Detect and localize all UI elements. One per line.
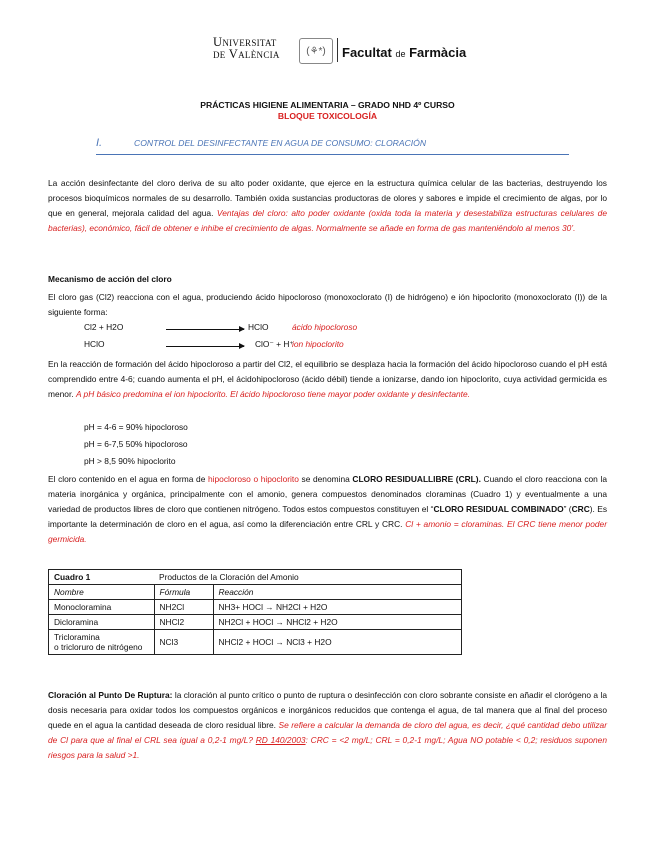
table-cell-line: Tricloramina — [54, 632, 100, 642]
table-cell: NH2Cl — [154, 600, 213, 615]
residual-text-a: El cloro contenido en el agua en forma de — [48, 474, 208, 484]
reaction1-right: HClO — [248, 322, 269, 332]
breakpoint-heading: Cloración al Punto De Ruptura: — [48, 690, 173, 700]
table-label: Cuadro 1 — [54, 572, 91, 582]
table-cell: NH2Cl + HOCl → NHCl2 + H2O — [213, 615, 462, 630]
breakpoint-note: Se refiere a calcular la demanda de cloro del agua, es decir, ¿qué cantidad debo utilizar de Cl para que al final el CRL sea igual a 0,2-1 mg/L? — [48, 720, 607, 745]
crc-term: CLORO RESIDUAL COMBINADO — [433, 504, 564, 514]
equilibrium-note: A pH básico predomina el ion hipoclorito. El ácido hipocloroso tiene mayor poder oxidante y desinfectante. — [75, 389, 470, 399]
reaction2-left: HClO — [84, 339, 105, 349]
residual-text-d: ” ( — [563, 504, 572, 514]
faculty-name — [342, 45, 466, 60]
chloramine-table — [48, 569, 462, 655]
table-header: Nombre — [49, 585, 155, 600]
reaction1-note: ácido hipocloroso — [292, 322, 358, 332]
residual-text-e: ). Es importante la determinación de cloro en el agua, así como la diferenciación entre CRL y CRC. — [48, 504, 608, 529]
mechanism-heading: Mecanismo de acción del cloro — [48, 274, 172, 284]
table-row — [49, 630, 462, 655]
course-title: PRÁCTICAS HIGIENE ALIMENTARIA – GRADO NHD 4º CURSO — [200, 100, 455, 110]
table-caption-row — [49, 570, 462, 585]
faculty-name-de: de — [395, 49, 406, 59]
table-cell — [49, 630, 155, 655]
table-caption: Productos de la Cloración del Amonio — [159, 572, 299, 582]
table-cell-line: o tricloruro de nitrógeno — [54, 642, 143, 652]
breakpoint-text: la cloración al punto crítico o punto de ruptura o desinfección con cloro sobrante consiste en añadir el clorógeno a la dosis necesaria para oxidar todos los compuestos orgánicos e inorgánicos reducidos que contenga el agua, de tal manera que al final del proceso quede en el agua la cantidad deseada de cloro residual libre. — [48, 690, 607, 730]
reaction2-arrow-icon — [166, 346, 244, 347]
table-cell: NCl3 — [154, 630, 213, 655]
equilibrium-paragraph — [48, 357, 607, 402]
residual-paragraph — [48, 472, 607, 547]
table-cell: NHCl2 + HOCl → NCl3 + H2O — [213, 630, 462, 655]
reaction2-right: ClO⁻ + H⁺ — [255, 339, 294, 349]
crc-abbrev: CRC — [571, 504, 590, 514]
ph-line-2: pH = 6-7,5 50% hipocloroso — [84, 439, 188, 449]
table-row — [49, 615, 462, 630]
table-header: Reacción — [213, 585, 462, 600]
intro-text: La acción desinfectante del cloro deriva de su alto poder oxidante, que ejerce en la estructura química celular de las bacterias, destruyendo los procesos bioquímicos normales de su desarrollo. También oxida sustancias productoras de olores y sabores e impide el crecimiento de algas, por lo que en general, mejorala calidad del agua. — [48, 178, 607, 218]
table-cell: NHCl2 — [154, 615, 213, 630]
university-seal-icon: (⚘*) — [299, 38, 333, 64]
table-header: Fórmula — [154, 585, 213, 600]
faculty-name-a: Facultat — [342, 45, 392, 60]
breakpoint-limits: : CRC = <2 mg/L; CRL = 0,2-1 mg/L; Agua NO potable < 0,2; residuos suponen riesgos para la salud >1. — [48, 735, 607, 760]
university-name-line2: de València — [213, 47, 280, 61]
section-number: I. — [96, 137, 103, 149]
reaction2-note: ion hipoclorito — [292, 339, 344, 349]
residual-text-c: Cuando el cloro reacciona con la materia inorgánica y orgánica, principalmente con el amonio, genera compuestos denominados cloraminas (Cuadro 1) y eventualmente a una variedad de productos libres de cloro que contienen nitrógeno. Todos estos compuestos constituyen el “ — [48, 474, 607, 514]
crl-term: CLORO RESIDUALLIBRE (CRL). — [352, 474, 481, 484]
regulation-reference: RD 140/2003 — [255, 735, 306, 745]
reaction1-arrow-icon — [166, 329, 244, 330]
residual-note: Cl + amonio = cloraminas. El CRC tiene menor poder germicida. — [48, 519, 607, 544]
table-cell: NH3+ HOCl → NH2Cl + H2O — [213, 600, 462, 615]
block-title: BLOQUE TOXICOLOGÍA — [277, 111, 378, 121]
reaction1-left: Cl2 + H2O — [84, 322, 124, 332]
faculty-name-b: Farmàcia — [409, 45, 467, 60]
ph-line-3: pH > 8,5 90% hipoclorito — [84, 456, 176, 466]
logo-divider — [337, 38, 338, 62]
equilibrium-text: En la reacción de formación del ácido hipocloroso a partir del Cl2, el equilibrio se desplaza hacia la formación del ácido hipocloroso cuando el pH está comprendido entre 4-6; cuando aumenta el pH, el ácidohipocloroso (ácido débil) tiende a ionizarse, dando ion hipoclorito, cuya actividad germicida es menor. — [48, 359, 607, 399]
breakpoint-paragraph — [48, 688, 607, 763]
residual-text-b: se denomina — [298, 474, 353, 484]
residual-highlight: hipocloroso o hipoclorito — [208, 474, 299, 484]
table-row — [49, 600, 462, 615]
table-cell: Monocloramina — [49, 600, 155, 615]
intro-advantages: Ventajas del cloro: alto poder oxidante (oxida toda la materia y desestabiliza estructuras celulares de bacterias), económico, fácil de obtener e inhibe el crecimiento de algas. Normalmente se añade en forma de gas manteniéndolo al menos 30’. — [48, 208, 607, 233]
ph-line-1: pH = 4-6 = 90% hipocloroso — [84, 422, 188, 432]
table-cell: Dicloramina — [49, 615, 155, 630]
mechanism-paragraph: El cloro gas (Cl2) reacciona con el agua, produciendo ácido hipocloroso (monoxoclorato (I) de hidrógeno) e ión hipoclorito (monoxoclorato (I)) de la siguiente forma: — [48, 292, 607, 317]
intro-paragraph — [48, 176, 607, 236]
table-header-row — [49, 585, 462, 600]
university-name-line1: Universitat — [213, 35, 277, 49]
section-underline — [96, 154, 569, 155]
section-title: CONTROL DEL DESINFECTANTE EN AGUA DE CONSUMO: CLORACIÓN — [134, 138, 427, 148]
